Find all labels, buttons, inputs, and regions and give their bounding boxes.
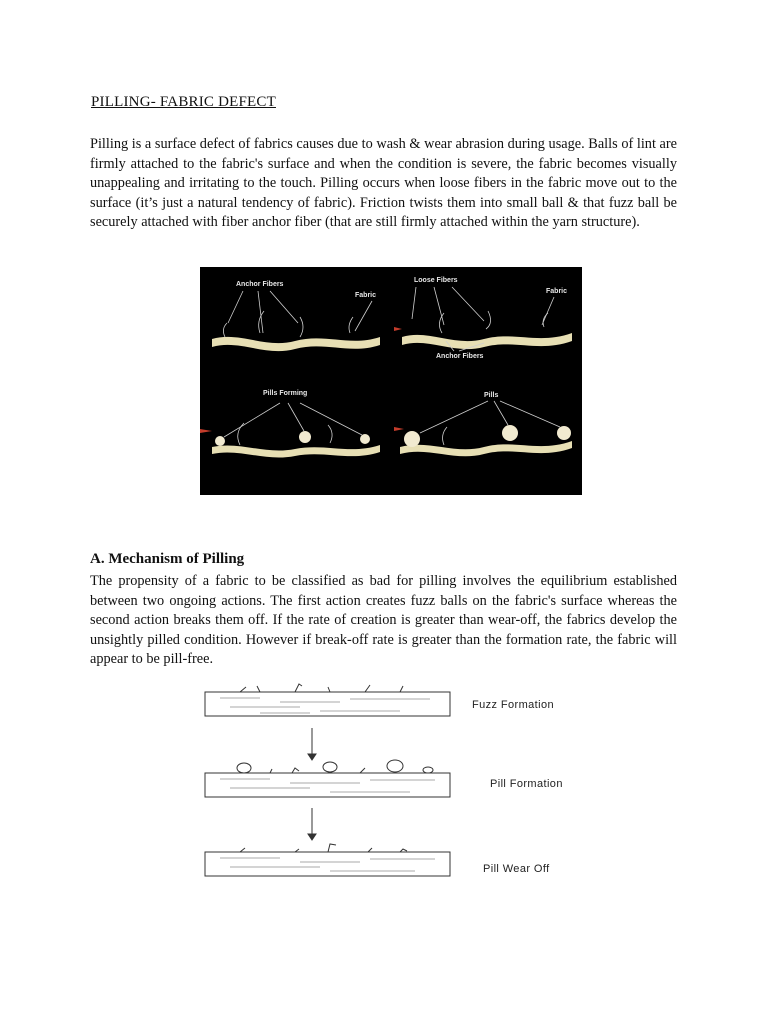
- anchor-fibers-label: Anchor Fibers: [436, 353, 484, 360]
- section-heading: A. Mechanism of Pilling: [90, 551, 245, 567]
- pilling-stages-figure: [200, 267, 582, 495]
- fabric-label: Fabric: [355, 292, 377, 299]
- stage-pill-wear-off-label: Pill Wear Off: [483, 863, 550, 875]
- loose-fibers-label: Loose Fibers: [414, 277, 458, 284]
- panel-anchor-fibers: [200, 267, 391, 380]
- pills-label: Pills: [484, 392, 499, 399]
- panel-loose-fibers: [394, 267, 582, 380]
- pilling-mechanism-diagram: [200, 680, 620, 880]
- fabric-illustration: [394, 383, 582, 495]
- panel-pills: [394, 383, 582, 495]
- fabric-label: Fabric: [546, 288, 568, 295]
- page-title: PILLING- FABRIC DEFECT: [91, 94, 276, 110]
- fabric-illustration: [200, 267, 391, 380]
- intro-paragraph: Pilling is a surface defect of fabrics causes due to wash & wear abrasion during usage. Balls of lint are firmly attached to the fabric's surface and when the condition is severe, the fabric becomes visually unappealing and irritating to the touch. Pilling occurs when loose fibers in the fabric move out to the surface (it’s just a natural tendency of fabric). Friction twists them into small ball & that fuzz ball be securely attached with fiber anchor fiber (that are still firmly attached within the yarn structure).: [90, 136, 677, 231]
- fabric-illustration: [200, 383, 391, 495]
- stage-pill-formation-label: Pill Formation: [490, 778, 563, 790]
- anchor-fibers-label: Anchor Fibers: [236, 281, 284, 288]
- stage-fuzz-formation-label: Fuzz Formation: [472, 699, 555, 711]
- pills-forming-label: Pills Forming: [263, 390, 308, 397]
- section-paragraph: The propensity of a fabric to be classified as bad for pilling involves the equilibrium established between two ongoing actions. The first action creates fuzz balls on the fabric's surface whereas the second action breaks them off. If the rate of creation is greater than wear-off, the fabrics develop the unsightly pilled condition. However if break-off rate is greater than the formation rate, the fabric will appear to be pill-free.: [90, 573, 677, 668]
- panel-pills-forming: [200, 383, 391, 495]
